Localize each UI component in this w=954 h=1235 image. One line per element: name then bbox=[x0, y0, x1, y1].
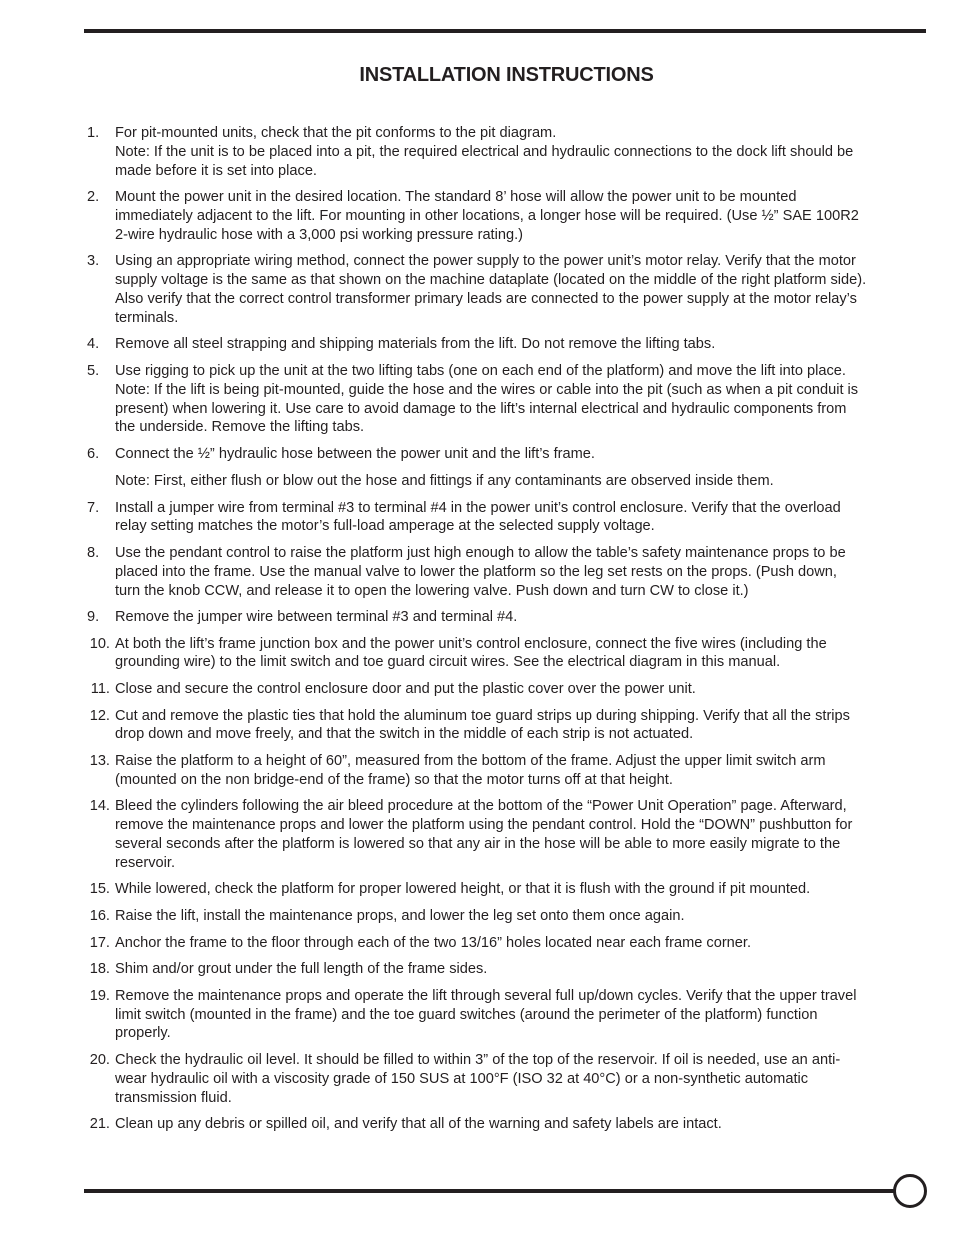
step-number: 1. bbox=[87, 125, 100, 141]
step-text-line: reservoir. bbox=[115, 854, 176, 871]
step-text-line: (mounted on the non bridge-end of the frame) so that the motor turns off at that height. bbox=[115, 771, 673, 788]
step-text-line: Note: If the unit is to be placed into a pit, the required electrical and hydraulic connections to the dock lift should be bbox=[115, 143, 854, 160]
step-text-line: grounding wire) to the limit switch and toe guard circuit wires. See the electrical diagram in this manual. bbox=[115, 654, 781, 671]
instruction-step bbox=[84, 752, 926, 790]
step-number: 16. bbox=[89, 908, 110, 925]
step-text-line: Bleed the cylinders following the air bleed procedure at the bottom of the “Power Unit Operation” page. Afterward, bbox=[115, 798, 847, 815]
step-text-line: present) when lowering it. Use care to avoid damage to the lift’s internal electrical and hydraulic components from bbox=[115, 400, 847, 417]
step-number: 15. bbox=[89, 881, 110, 898]
step-number: 18. bbox=[89, 961, 110, 978]
step-text-line: relay setting matches the motor’s full-load amperage at the selected supply voltage. bbox=[115, 518, 655, 535]
step-number: 21. bbox=[89, 1116, 110, 1133]
step-text-line: Use rigging to pick up the unit at the two lifting tabs (one on each end of the platform) and move the lift into place. bbox=[115, 362, 846, 379]
instruction-step bbox=[84, 635, 926, 673]
instruction-step bbox=[84, 960, 926, 979]
step-text-line: Raise the lift, install the maintenance props, and lower the leg set onto them once again. bbox=[115, 908, 685, 925]
step-text-line: the underside. Remove the lifting tabs. bbox=[115, 419, 365, 436]
instruction-step bbox=[84, 907, 926, 926]
step-text-line: Connect the ½” hydraulic hose between the power unit and the lift’s frame. bbox=[115, 445, 595, 462]
step-text-line: Remove the jumper wire between terminal #3 and terminal #4. bbox=[115, 609, 518, 626]
step-text-line: remove the maintenance props and lower the platform using the pendant control. Hold the “DOWN” pushbutton for bbox=[115, 817, 853, 834]
instruction-step bbox=[84, 362, 926, 437]
instruction-step bbox=[84, 499, 926, 537]
step-text-line: limit switch (mounted in the frame) and the toe guard switches (around the perimeter of the platform) function bbox=[115, 1006, 818, 1023]
instruction-step bbox=[84, 680, 926, 699]
step-text-line: 2-wire hydraulic hose with a 3,000 psi working pressure rating.) bbox=[115, 226, 524, 243]
step-text-line: Mount the power unit in the desired location. The standard 8’ hose will allow the power unit to be mounted bbox=[115, 189, 797, 206]
step-text-line: drop down and move freely, and that the switch in the middle of each strip is not actuated. bbox=[115, 726, 694, 743]
page-title: INSTALLATION INSTRUCTIONS bbox=[359, 64, 654, 86]
instruction-step bbox=[84, 934, 926, 953]
step-number: 12. bbox=[89, 707, 110, 724]
step-number: 6. bbox=[87, 445, 100, 462]
instruction-step bbox=[84, 797, 926, 872]
step-text-line: terminals. bbox=[115, 309, 179, 326]
step-number: 2. bbox=[87, 189, 100, 206]
step-text-line: Also verify that the correct control transformer primary leads are connected to the power supply at the motor relay’s bbox=[115, 290, 857, 307]
step-text-line: Cut and remove the plastic ties that hold the aluminum toe guard strips up during shipping. Verify that all the strips bbox=[115, 707, 850, 724]
instruction-step bbox=[84, 188, 926, 244]
instruction-step bbox=[84, 1115, 926, 1134]
step-text-line: several seconds after the platform is lowered so that any air in the hose will be able to more easily migrate to the bbox=[115, 836, 841, 853]
step-text-line: Close and secure the control enclosure door and put the plastic cover over the power unit. bbox=[115, 681, 696, 698]
step-text-line: Install a jumper wire from terminal #3 to terminal #4 in the power unit’s control enclosure. Verify that the overload bbox=[115, 499, 841, 516]
step-text-line: For pit-mounted units, check that the pit conforms to the pit diagram. bbox=[115, 125, 557, 141]
step-text-line: made before it is set into place. bbox=[115, 162, 317, 179]
step-text-line: transmission fluid. bbox=[115, 1089, 232, 1106]
instruction-step bbox=[84, 707, 926, 745]
step-number: 14. bbox=[89, 798, 110, 815]
step-text-line: Note: If the lift is being pit-mounted, guide the hose and the wires or cable into the pit (such as when a pit conduit is bbox=[115, 381, 859, 398]
step-text-line: At both the lift’s frame junction box and the power unit’s control enclosure, connect the five wires (including the bbox=[115, 635, 827, 652]
step-number: 5. bbox=[87, 362, 100, 379]
step-number: 13. bbox=[89, 753, 110, 770]
step-number: 11. bbox=[90, 681, 110, 698]
instruction-step bbox=[84, 124, 926, 180]
step-text-line: wear hydraulic oil with a viscosity grade of 150 SUS at 100°F (ISO 32 at 40°C) or a non-synthetic automatic bbox=[115, 1070, 809, 1087]
step-text-line: While lowered, check the platform for proper lowered height, or that it is flush with the ground if pit mounted. bbox=[115, 881, 811, 898]
step-text-line: Raise the platform to a height of 60”, measured from the bottom of the frame. Adjust the upper limit switch arm bbox=[115, 753, 826, 770]
bottom-rule bbox=[84, 1189, 898, 1193]
step-number: 7. bbox=[87, 499, 100, 516]
step-text-line: supply voltage is the same as that shown on the machine dataplate (located on the middle of the right platform side). bbox=[115, 272, 867, 289]
step-number: 8. bbox=[87, 544, 100, 561]
step-text-line: Remove all steel strapping and shipping materials from the lift. Do not remove the lifting tabs. bbox=[115, 336, 716, 353]
top-rule bbox=[84, 29, 926, 33]
step-text-line: immediately adjacent to the lift. For mounting in other locations, a longer hose will be required. (Use ½” SAE 100R2 bbox=[115, 207, 859, 224]
step-number: 3. bbox=[87, 253, 100, 270]
step-text-line: turn the knob CCW, and release it to open the lowering valve. Push down and turn CW to close it.) bbox=[115, 582, 749, 599]
step-number: 10. bbox=[89, 635, 110, 652]
instruction-list bbox=[84, 124, 926, 1142]
step-number: 4. bbox=[87, 336, 100, 353]
instruction-step bbox=[84, 880, 926, 899]
instruction-step bbox=[84, 335, 926, 354]
instruction-step bbox=[84, 987, 926, 1043]
instruction-step bbox=[84, 1051, 926, 1107]
page-number-circle bbox=[893, 1174, 927, 1208]
instruction-step bbox=[84, 252, 926, 327]
step-note: Note: First, either flush or blow out the hose and fittings if any contaminants are observed inside them. bbox=[115, 472, 774, 489]
step-text-line: placed into the frame. Use the manual valve to lower the platform so the leg set rests on the props. (Push down, bbox=[115, 563, 837, 580]
step-text-line: Check the hydraulic oil level. It should be filled to within 3” of the top of the reservoir. If oil is needed, use an anti- bbox=[115, 1052, 841, 1068]
instruction-step bbox=[84, 608, 926, 627]
step-number: 17. bbox=[89, 934, 110, 951]
instruction-step bbox=[84, 544, 926, 600]
step-number: 19. bbox=[89, 987, 110, 1004]
step-number: 9. bbox=[87, 609, 100, 626]
step-number: 20. bbox=[89, 1052, 110, 1068]
step-text-line: Anchor the frame to the floor through each of the two 13/16” holes located near each frame corner. bbox=[115, 934, 752, 951]
instruction-step bbox=[84, 445, 926, 491]
step-text-line: Remove the maintenance props and operate the lift through several full up/down cycles. Verify that the upper travel bbox=[115, 987, 857, 1004]
step-text-line: Use the pendant control to raise the platform just high enough to allow the table’s safety maintenance props to be bbox=[115, 544, 846, 561]
step-text-line: Clean up any debris or spilled oil, and verify that all of the warning and safety labels are intact. bbox=[115, 1116, 722, 1133]
step-text-line: Shim and/or grout under the full length of the frame sides. bbox=[115, 961, 488, 978]
step-text-line: properly. bbox=[115, 1025, 171, 1042]
step-text-line: Using an appropriate wiring method, connect the power supply to the power unit’s motor relay. Verify that the motor bbox=[115, 253, 856, 270]
